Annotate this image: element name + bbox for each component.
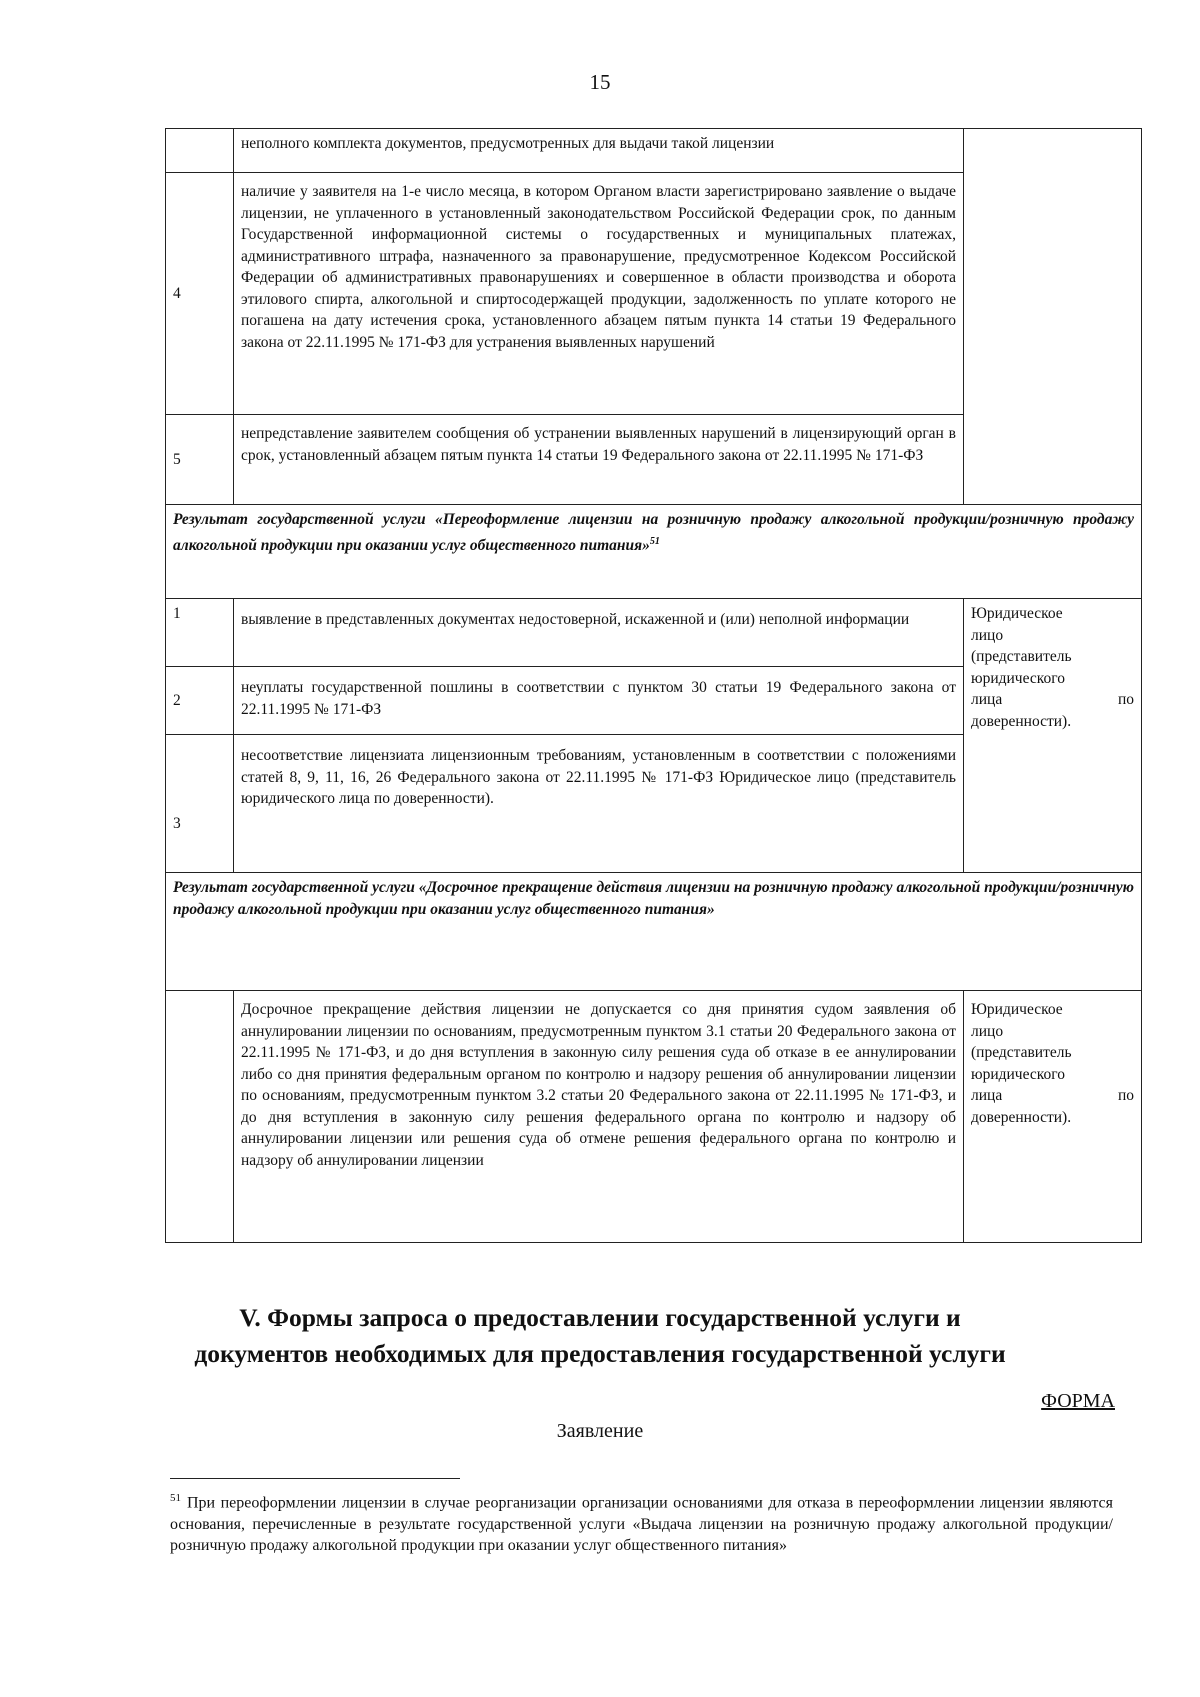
row-text: непредставление заявителем сообщения об устранении выявленных нарушений в лицензирующий орган в срок, установленный абзацем пятым пункта 14 статьи 19 Федерального закона от 22.11.1995 № 171-ФЗ <box>234 415 964 505</box>
row-number: 5 <box>166 415 234 505</box>
footnote-separator <box>170 1478 460 1479</box>
footnote-number: 51 <box>170 1492 181 1504</box>
footnote <box>170 1488 1113 1557</box>
section-title-line: V. Формы запроса о предоставлении государственной услуги и <box>239 1303 961 1332</box>
form-label: ФОРМА <box>1041 1390 1115 1412</box>
applicant-cell-empty <box>964 129 1142 505</box>
applicant-line: доверенности). <box>971 712 1072 730</box>
document-label: Заявление <box>556 1420 644 1442</box>
row-text: неуплаты государственной пошлины в соответствии с пунктом 30 статьи 19 Федерального закона от 22.11.1995 № 171-ФЗ <box>234 667 964 735</box>
applicant-line: лицо <box>971 1022 1004 1040</box>
refusal-grounds-table <box>165 128 1142 1243</box>
row-number <box>166 991 234 1243</box>
applicant-line: юридического <box>971 1065 1065 1083</box>
applicant-line: Юридическое <box>971 1001 1063 1018</box>
row-text: наличие у заявителя на 1-е число месяца, в котором Органом власти зарегистрировано заявление о выдаче лицензии, не уплаченного в установленный законодательством Российской Федерации срок, по данным Государственной информационной системы о государственных и муниципальных платежах, административного штрафа, назначенного за правонарушение, предусмотренное Кодексом Российской Федерации об административных правонарушениях и совершенное в области производства и оборота этилового спирта, алкогольной и спиртосодержащей продукции, задолженность по уплате которого не погашена на дату истечения срока, установленного абзацем пятым пункта 14 статьи 19 Федерального закона от 22.11.1995 № 171-ФЗ для устранения выявленных нарушений <box>234 173 964 415</box>
applicant-line: доверенности). <box>971 1108 1072 1126</box>
applicant-line: Юридическое <box>971 605 1063 622</box>
table-row <box>166 599 1142 667</box>
applicant-line-split <box>971 689 1134 711</box>
section-title-line: документов необходимых для предоставления государственной услуги <box>194 1339 1006 1368</box>
row-text: несоответствие лицензиата лицензионным требованиям, установленным в соответствии с положениями статей 8, 9, 11, 16, 26 Федерального закона от 22.11.1995 № 171-ФЗ Юридическое лицо (представитель юридического лица по доверенности). <box>234 735 964 873</box>
table-row <box>166 991 1142 1243</box>
applicant-word: лица <box>971 1087 1003 1104</box>
applicant-cell <box>964 991 1142 1243</box>
footnote-ref: 51 <box>649 535 660 547</box>
row-number <box>166 129 234 173</box>
result-header-row <box>166 873 1142 991</box>
applicant-word: по <box>1117 1087 1134 1104</box>
table-row <box>166 129 1142 173</box>
row-text: выявление в представленных документах недостоверной, искаженной и (или) неполной информации <box>234 599 964 667</box>
applicant-line: юридического <box>971 669 1065 687</box>
row-number: 3 <box>166 735 234 873</box>
applicant-cell <box>964 599 1142 873</box>
result-header-row <box>166 505 1142 599</box>
page-number: 15 <box>589 70 611 94</box>
row-text: неполного комплекта документов, предусмотренных для выдачи такой лицензии <box>234 129 964 173</box>
applicant-line: (представитель <box>971 1044 1072 1061</box>
row-number: 1 <box>166 599 234 667</box>
applicant-word: лица <box>971 691 1003 708</box>
applicant-line: (представитель <box>971 648 1072 665</box>
applicant-word: по <box>1117 691 1134 708</box>
section-title <box>140 1300 1060 1372</box>
result-header <box>166 505 1142 599</box>
applicant-line-split <box>971 1085 1134 1107</box>
applicant-line: лицо <box>971 626 1004 644</box>
row-number: 2 <box>166 667 234 735</box>
row-number: 4 <box>166 173 234 415</box>
result-header-text: Результат государственной услуги «Досрочное прекращение действия лицензии на розничную продажу алкогольной продукции/розничную продажу алкогольной продукции при оказании услуг общественного питания» <box>173 879 1134 918</box>
result-header <box>166 873 1142 991</box>
row-text: Досрочное прекращение действия лицензии не допускается со дня принятия судом заявления об аннулировании лицензии по основаниям, предусмотренным пунктом 3.1 статьи 20 Федерального закона от 22.11.1995 № 171-ФЗ, и до дня вступления в законную силу решения суда об отказе в ее аннулировании либо со дня принятия федеральным органом по контролю и надзору решения об аннулировании лицензии по основаниям, предусмотренным пунктом 3.2 статьи 20 Федерального закона от 22.11.1995 № 171-ФЗ, и до дня вступления в законную силу решения федерального органа по контролю и надзору об аннулировании лицензии или решения суда об отмене решения федерального органа по контролю и надзору об аннулировании лицензии <box>234 991 964 1243</box>
footnote-text: При переоформлении лицензии в случае реорганизации организации основаниями для отказа в переоформлении лицензии являются основания, перечисленные в результате государственной услуги «Выдача лицензии на розничную продажу алкогольной продукции/розничную продажу алкогольной продукции при оказании услуг общественного питания» <box>170 1494 1113 1555</box>
result-header-text: Результат государственной услуги «Переоформление лицензии на розничную продажу алкогольной продукции/розничную продажу алкогольной продукции при оказании услуг общественного питания» <box>173 511 1134 554</box>
